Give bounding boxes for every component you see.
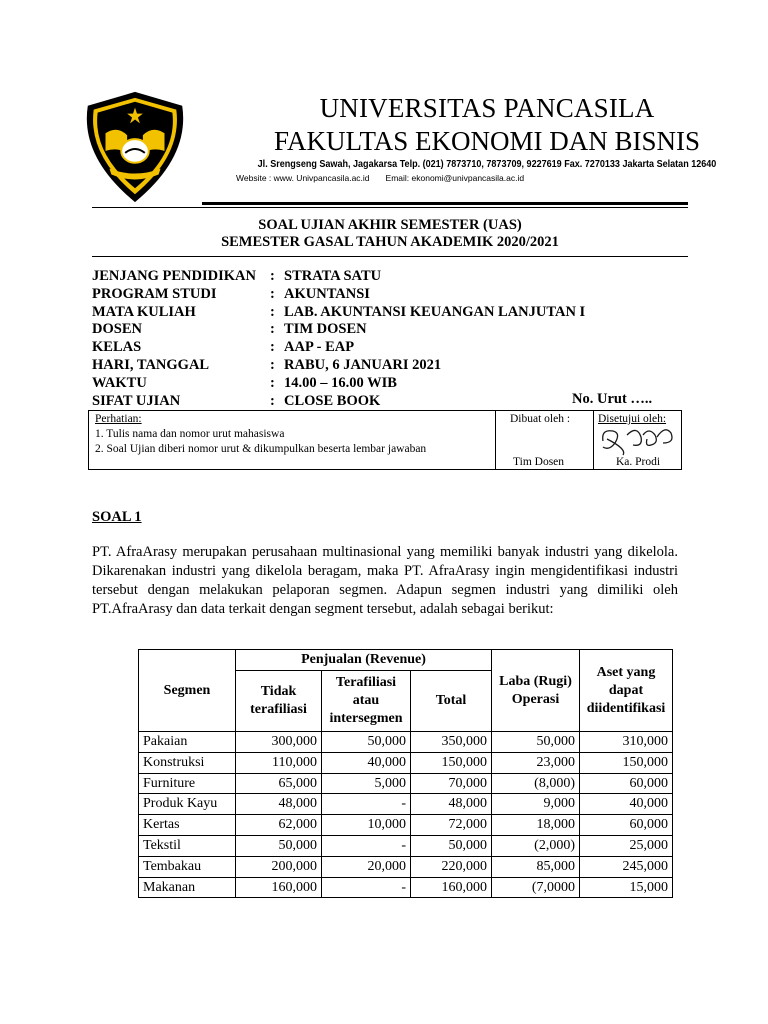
info-value: 14.00 – 16.00 WIB xyxy=(284,374,397,391)
cell-segment: Makanan xyxy=(139,877,236,898)
info-row xyxy=(92,321,692,339)
cell-unaffiliated: 110,000 xyxy=(236,752,322,773)
info-label: MATA KULIAH xyxy=(92,303,196,320)
approved-by-label: Disetujui oleh: xyxy=(598,413,667,425)
approved-by-name: Ka. Prodi xyxy=(616,456,661,468)
info-colon: : xyxy=(270,392,275,409)
cell-total: 150,000 xyxy=(411,752,492,773)
cell-profit: 9,000 xyxy=(492,794,580,815)
info-value: AKUNTANSI xyxy=(284,285,370,302)
header-rule-thick xyxy=(202,202,688,205)
cell-profit: (8,000) xyxy=(492,773,580,794)
table-row xyxy=(139,835,673,856)
exam-title: SOAL UJIAN AKHIR SEMESTER (UAS) xyxy=(258,217,522,233)
col-header-sales: Penjualan (Revenue) xyxy=(236,650,492,671)
cell-segment: Pakaian xyxy=(139,732,236,753)
table-row xyxy=(139,815,673,836)
info-value: AAP - EAP xyxy=(284,339,355,356)
cell-profit: 18,000 xyxy=(492,815,580,836)
cell-segment: Tembakau xyxy=(139,856,236,877)
col-header-unaffiliated: Tidak terafiliasi xyxy=(236,671,322,732)
cell-total: 50,000 xyxy=(411,835,492,856)
question-title: SOAL 1 xyxy=(92,509,142,525)
cell-affiliated: 50,000 xyxy=(322,732,411,753)
cell-assets: 150,000 xyxy=(580,752,673,773)
made-by-label: Dibuat oleh : xyxy=(510,413,571,425)
col-header-segment: Segmen xyxy=(139,650,236,732)
info-label: JENJANG PENDIDIKAN xyxy=(92,268,256,284)
cell-profit: 85,000 xyxy=(492,856,580,877)
col-header-total: Total xyxy=(411,671,492,732)
cell-profit: (7,0000 xyxy=(492,877,580,898)
info-colon: : xyxy=(270,339,275,356)
cell-segment: Furniture xyxy=(139,773,236,794)
email-text: Email: ekonomi@univpancasila.ac.id xyxy=(385,173,525,183)
cell-unaffiliated: 62,000 xyxy=(236,815,322,836)
info-colon: : xyxy=(270,285,275,302)
table-header-row xyxy=(139,650,673,671)
cell-segment: Produk Kayu xyxy=(139,794,236,815)
box-divider xyxy=(593,411,594,469)
cell-total: 70,000 xyxy=(411,773,492,794)
exam-semester: SEMESTER GASAL TAHUN AKADEMIK 2020/2021 xyxy=(221,234,559,250)
cell-affiliated: - xyxy=(322,794,411,815)
box-divider xyxy=(495,411,496,469)
cell-assets: 60,000 xyxy=(580,773,673,794)
signature-image xyxy=(597,421,677,457)
info-value: LAB. AKUNTANSI KEUANGAN LANJUTAN I xyxy=(284,303,586,320)
info-value: TIM DOSEN xyxy=(284,321,367,338)
col-header-affiliated: Terafiliasi atau intersegmen xyxy=(322,671,411,732)
info-colon: : xyxy=(270,321,275,338)
table-row xyxy=(139,877,673,898)
col-header-profit: Laba (Rugi) Operasi xyxy=(492,650,580,732)
cell-assets: 310,000 xyxy=(580,732,673,753)
col-header-assets: Aset yang dapat diidentifikasi xyxy=(580,650,673,732)
sequence-number: No. Urut ….. xyxy=(572,391,653,407)
cell-total: 48,000 xyxy=(411,794,492,815)
cell-unaffiliated: 65,000 xyxy=(236,773,322,794)
info-label: WAKTU xyxy=(92,374,147,391)
info-colon: : xyxy=(270,268,275,284)
cell-unaffiliated: 160,000 xyxy=(236,877,322,898)
cell-segment: Kertas xyxy=(139,815,236,836)
info-label: SIFAT UJIAN xyxy=(92,392,181,409)
info-label: KELAS xyxy=(92,339,142,356)
info-label: DOSEN xyxy=(92,321,142,338)
attention-item: 2. Soal Ujian diberi nomor urut & dikumpulkan beserta lembar jawaban xyxy=(95,443,427,455)
cell-assets: 15,000 xyxy=(580,877,673,898)
cell-profit: 23,000 xyxy=(492,752,580,773)
attention-title: Perhatian: xyxy=(95,413,142,425)
cell-affiliated: 20,000 xyxy=(322,856,411,877)
made-by-name: Tim Dosen xyxy=(513,456,565,468)
cell-segment: Konstruksi xyxy=(139,752,236,773)
header-rule-thin xyxy=(92,207,688,208)
table-row xyxy=(139,752,673,773)
info-colon: : xyxy=(270,303,275,320)
table-row xyxy=(139,856,673,877)
cell-assets: 25,000 xyxy=(580,835,673,856)
contact-line xyxy=(236,173,540,183)
cell-assets: 60,000 xyxy=(580,815,673,836)
cell-affiliated: 40,000 xyxy=(322,752,411,773)
exam-info xyxy=(92,268,692,410)
cell-segment: Tekstil xyxy=(139,835,236,856)
info-row xyxy=(92,339,692,357)
attention-box xyxy=(88,410,682,470)
info-value: RABU, 6 JANUARI 2021 xyxy=(284,356,442,373)
university-name: UNIVERSITAS PANCASILA xyxy=(319,93,655,123)
cell-assets: 40,000 xyxy=(580,794,673,815)
faculty-name: FAKULTAS EKONOMI DAN BISNIS xyxy=(273,126,701,156)
cell-unaffiliated: 300,000 xyxy=(236,732,322,753)
cell-unaffiliated: 200,000 xyxy=(236,856,322,877)
info-row xyxy=(92,357,692,375)
cell-unaffiliated: 50,000 xyxy=(236,835,322,856)
info-colon: : xyxy=(270,374,275,391)
info-row xyxy=(92,268,692,286)
cell-affiliated: 10,000 xyxy=(322,815,411,836)
segment-table xyxy=(138,649,673,898)
info-colon: : xyxy=(270,356,275,373)
university-logo xyxy=(76,88,194,206)
info-row xyxy=(92,286,692,304)
info-label: HARI, TANGGAL xyxy=(92,356,210,373)
table-row xyxy=(139,794,673,815)
info-label: PROGRAM STUDI xyxy=(92,285,217,302)
cell-affiliated: - xyxy=(322,877,411,898)
cell-total: 72,000 xyxy=(411,815,492,836)
info-row xyxy=(92,375,692,393)
question-paragraph: PT. AfraArasy merupakan perusahaan multinasional yang memiliki banyak industri yang dikelola. Dikarenakan industri yang dikelola beragam, maka PT. AfraArasy ingin mengidentifikasi industri tersebut dengan melakukan pelaporan segmen. Adapun segmen industri yang dimiliki oleh PT.AfraArasy dan data terkait dengan segment tersebut, adalah sebagai berikut: xyxy=(92,544,678,617)
table-row xyxy=(139,773,673,794)
cell-profit: 50,000 xyxy=(492,732,580,753)
attention-item: 1. Tulis nama dan nomor urut mahasiswa xyxy=(95,428,285,440)
info-value: STRATA SATU xyxy=(284,268,382,284)
title-rule xyxy=(92,256,688,257)
cell-total: 350,000 xyxy=(411,732,492,753)
cell-assets: 245,000 xyxy=(580,856,673,877)
cell-total: 160,000 xyxy=(411,877,492,898)
cell-total: 220,000 xyxy=(411,856,492,877)
cell-affiliated: 5,000 xyxy=(322,773,411,794)
info-row xyxy=(92,304,692,322)
cell-affiliated: - xyxy=(322,835,411,856)
info-value: CLOSE BOOK xyxy=(284,392,381,409)
website-text: Website : www. Univpancasila.ac.id xyxy=(236,173,370,183)
table-row xyxy=(139,732,673,753)
address-line: Jl. Srengseng Sawah, Jagakarsa Telp. (021) 7873710, 7873709, 9227619 Fax. 7270133 Jakarta Selatan 12640 xyxy=(257,158,717,170)
cell-unaffiliated: 48,000 xyxy=(236,794,322,815)
cell-profit: (2,000) xyxy=(492,835,580,856)
